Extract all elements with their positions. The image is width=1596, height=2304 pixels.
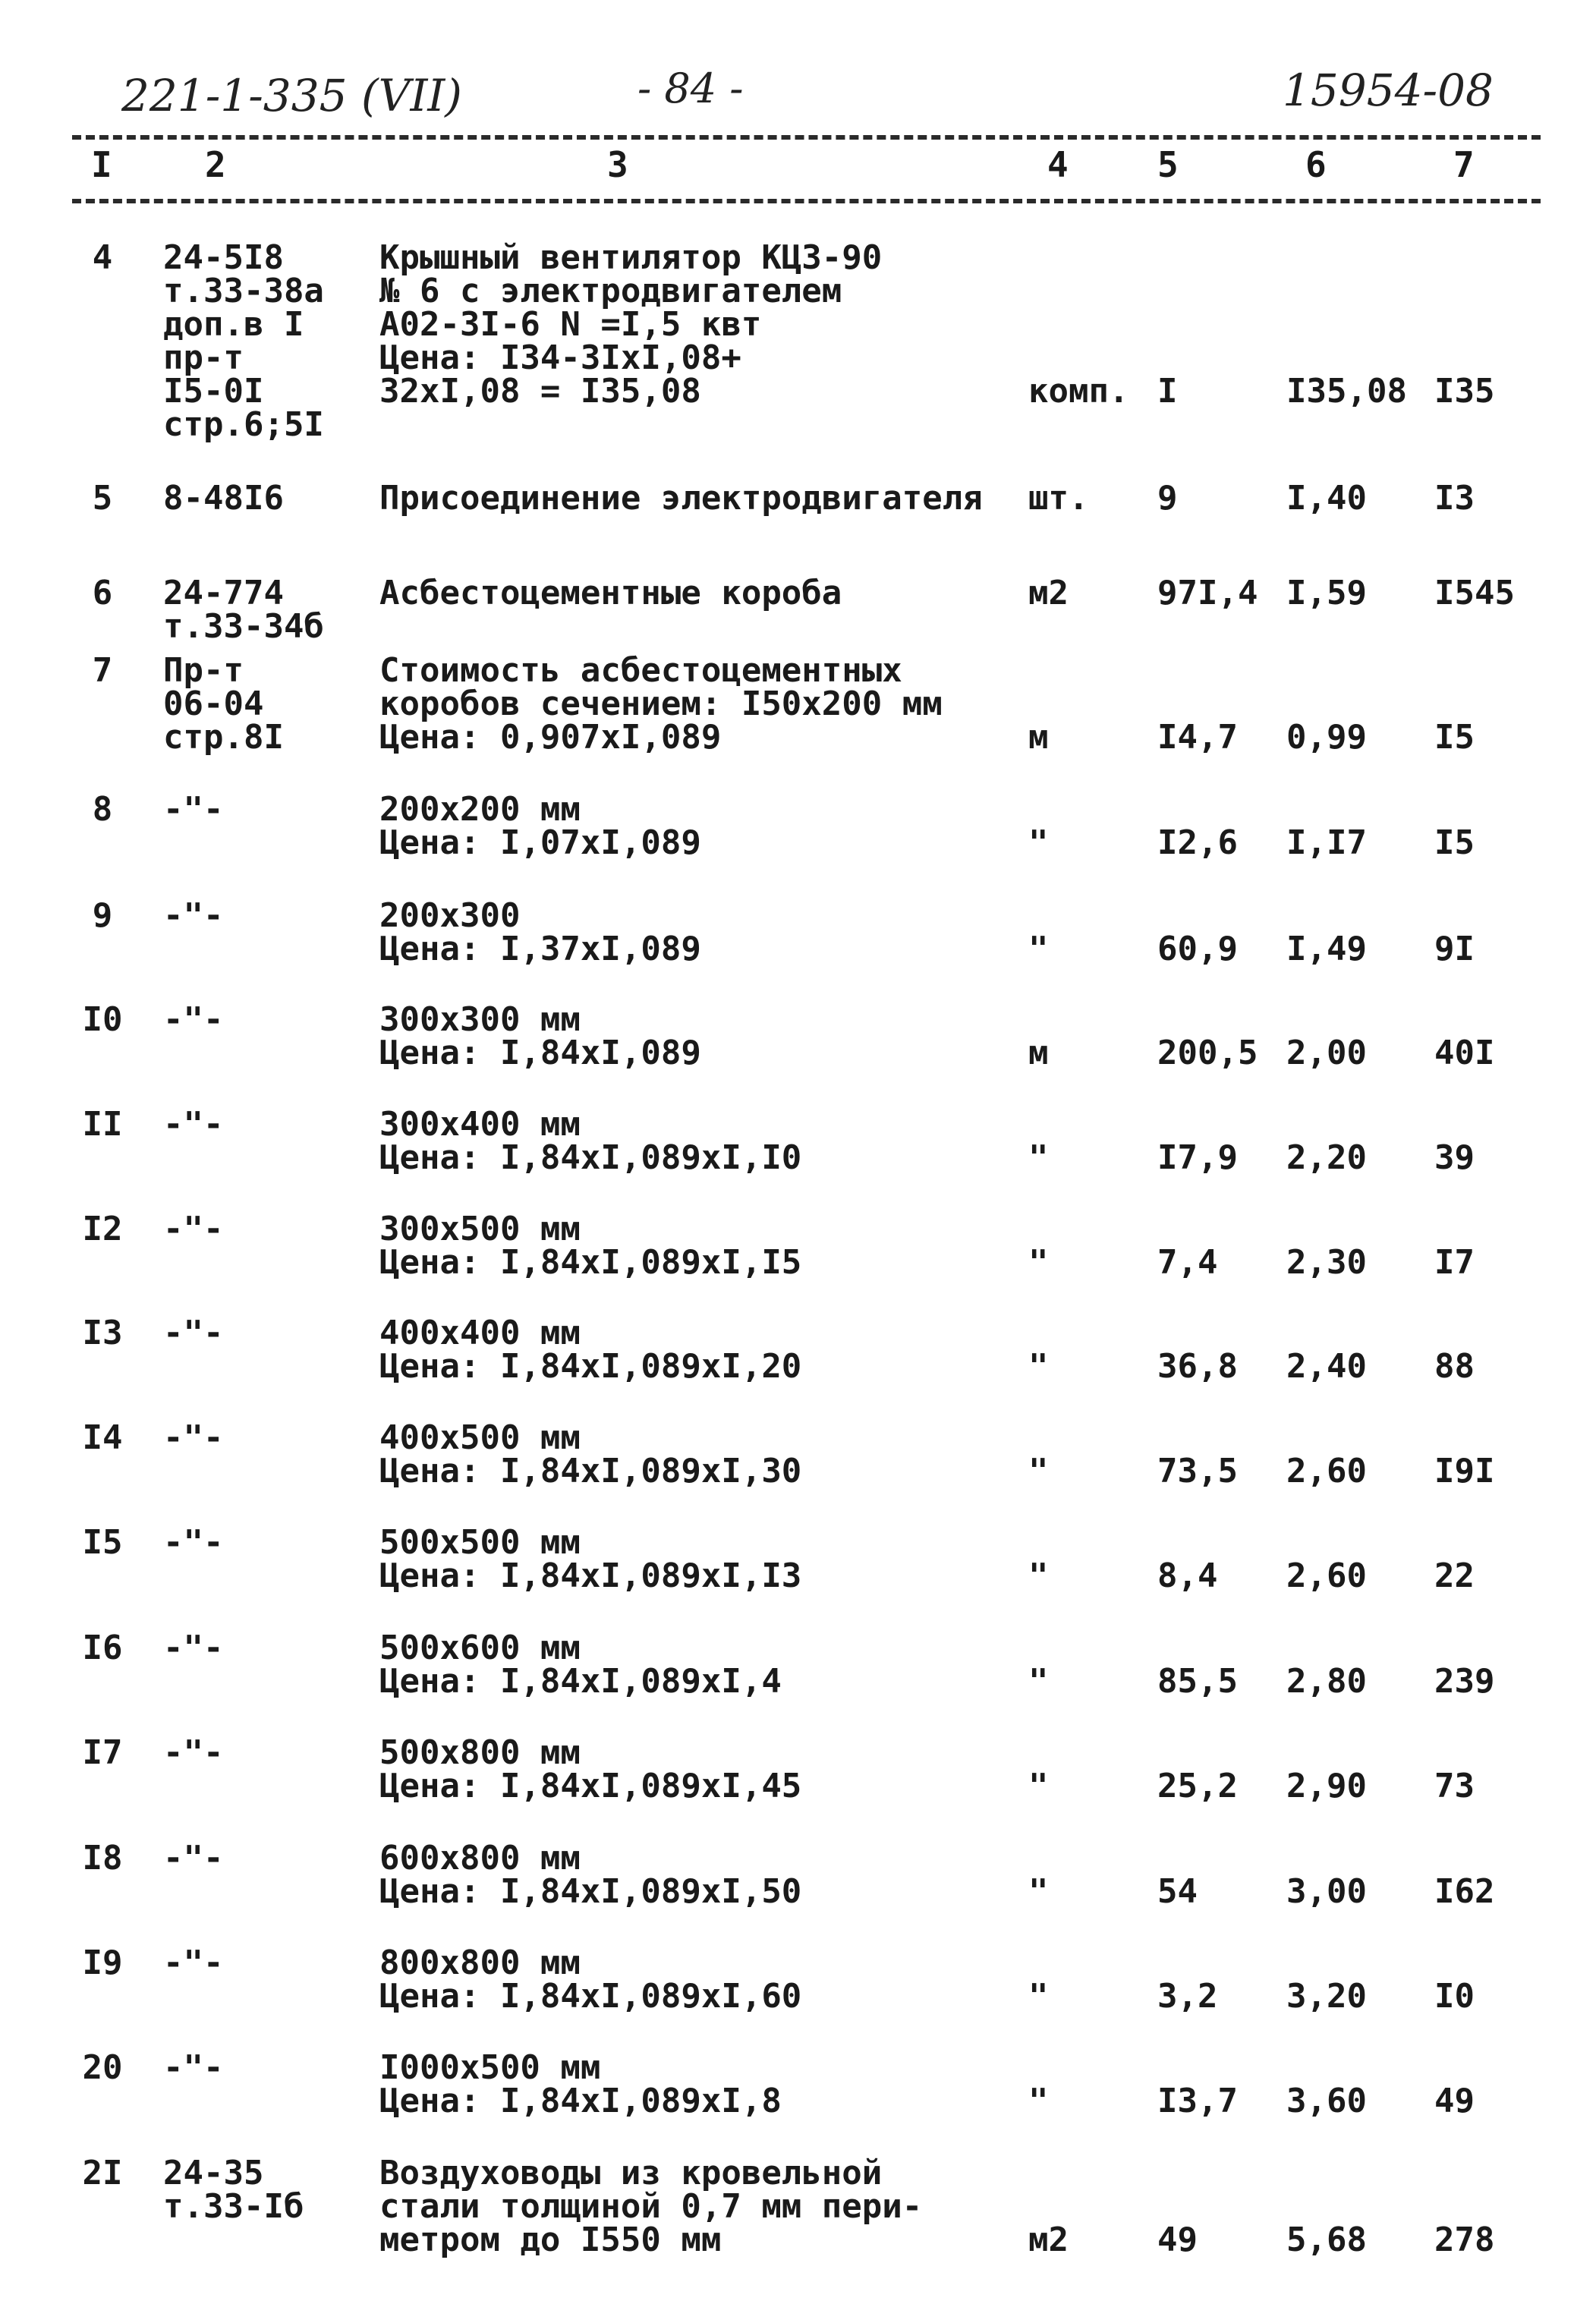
code-cell: -"- — [163, 1000, 224, 1039]
code-cell: -"- — [163, 1210, 224, 1248]
quantity-cell: 9 — [1157, 479, 1178, 518]
total-cell: I9I — [1434, 1452, 1495, 1490]
row-number: I2 — [82, 1210, 123, 1248]
column-header-6: 6 — [1305, 144, 1327, 185]
total-cell: I3 — [1434, 479, 1475, 518]
total-cell: I5 — [1434, 718, 1475, 757]
price-cell: 2,20 — [1286, 1138, 1367, 1177]
total-cell: 9I — [1434, 930, 1475, 968]
description-cell: Воздуховоды из кровельной стали толщиной 0,7 мм пери- метром до I550 мм — [379, 2154, 923, 2259]
price-cell: I35,08 — [1286, 372, 1407, 411]
unit-cell: " — [1028, 930, 1049, 968]
price-cell: 0,99 — [1286, 718, 1367, 757]
unit-cell: м — [1028, 1034, 1049, 1072]
unit-cell: " — [1028, 1662, 1049, 1701]
unit-cell: м2 — [1028, 574, 1069, 612]
code-cell: -"- — [163, 896, 224, 935]
total-cell: I7 — [1434, 1243, 1475, 1282]
row-number: 20 — [82, 2048, 123, 2087]
price-cell: 2,90 — [1286, 1767, 1367, 1805]
row-number: 5 — [92, 479, 113, 518]
description-cell: 400x500 мм Цена: I,84xI,089xI,30 — [379, 1418, 802, 1490]
unit-cell: комп. — [1028, 372, 1129, 411]
code-cell: -"- — [163, 1314, 224, 1352]
price-cell: 3,00 — [1286, 1872, 1367, 1911]
total-cell: 40I — [1434, 1034, 1495, 1072]
unit-cell: " — [1028, 1347, 1049, 1386]
total-cell: 39 — [1434, 1138, 1475, 1177]
row-number: 9 — [92, 896, 113, 935]
code-cell: -"- — [163, 1733, 224, 1772]
quantity-cell: 60,9 — [1157, 930, 1238, 968]
price-cell: I,49 — [1286, 930, 1367, 968]
row-number: I9 — [82, 1944, 123, 1982]
quantity-cell: 200,5 — [1157, 1034, 1258, 1072]
total-cell: 239 — [1434, 1662, 1495, 1701]
code-cell: -"- — [163, 1839, 224, 1878]
quantity-cell: I2,6 — [1157, 823, 1238, 862]
description-cell: 300x400 мм Цена: I,84xI,089xI,I0 — [379, 1105, 802, 1177]
row-number: I5 — [82, 1523, 123, 1562]
code-cell: 8-48I6 — [163, 479, 284, 518]
quantity-cell: I3,7 — [1157, 2082, 1238, 2120]
price-cell: I,40 — [1286, 479, 1367, 518]
code-cell: 24-35 т.33-Iб — [163, 2154, 304, 2226]
column-header-3: 3 — [607, 144, 628, 185]
description-cell: 300x500 мм Цена: I,84xI,089xI,I5 — [379, 1210, 802, 1282]
archive-number: 15954-08 — [1283, 65, 1494, 116]
document-code: 221-1-335 (VII) — [121, 70, 462, 121]
quantity-cell: I — [1157, 372, 1178, 411]
unit-cell: шт. — [1028, 479, 1089, 518]
header-top-rule — [72, 135, 1541, 140]
row-number: I7 — [82, 1733, 123, 1772]
total-cell: I62 — [1434, 1872, 1495, 1911]
description-cell: 500x500 мм Цена: I,84xI,089xI,I3 — [379, 1523, 802, 1595]
quantity-cell: 8,4 — [1157, 1556, 1218, 1595]
description-cell: 300x300 мм Цена: I,84xI,089 — [379, 1000, 701, 1072]
description-cell: 400x400 мм Цена: I,84xI,089xI,20 — [379, 1314, 802, 1386]
column-header-7: 7 — [1453, 144, 1475, 185]
total-cell: 278 — [1434, 2221, 1495, 2259]
code-cell: -"- — [163, 2048, 224, 2087]
unit-cell: " — [1028, 1138, 1049, 1177]
row-number: I4 — [82, 1418, 123, 1457]
description-cell: 200x200 мм Цена: I,07xI,089 — [379, 790, 701, 862]
quantity-cell: 36,8 — [1157, 1347, 1238, 1386]
row-number: I3 — [82, 1314, 123, 1352]
code-cell: -"- — [163, 1629, 224, 1667]
total-cell: I0 — [1434, 1977, 1475, 2016]
description-cell: Присоединение электродвигателя — [379, 479, 983, 518]
unit-cell: " — [1028, 1556, 1049, 1595]
price-cell: 2,60 — [1286, 1452, 1367, 1490]
row-number: 4 — [92, 238, 113, 277]
total-cell: I35 — [1434, 372, 1495, 411]
description-cell: Асбестоцементные короба — [379, 574, 842, 612]
description-cell: Крышный вентилятор КЦ3-90 № 6 с электродвигателем А02-3I-6 N =I,5 квт Цена: I34-3IxI,08+ 32xI,08 = I35,08 — [379, 238, 883, 411]
quantity-cell: 73,5 — [1157, 1452, 1238, 1490]
header-bottom-rule — [72, 199, 1541, 203]
description-cell: Стоимость асбестоцементных коробов сечением: I50x200 мм Цена: 0,907xI,089 — [379, 651, 943, 757]
row-number: 8 — [92, 790, 113, 829]
price-cell: 2,80 — [1286, 1662, 1367, 1701]
total-cell: 88 — [1434, 1347, 1475, 1386]
total-cell: 22 — [1434, 1556, 1475, 1595]
description-cell: 600x800 мм Цена: I,84xI,089xI,50 — [379, 1839, 802, 1911]
unit-cell: " — [1028, 1243, 1049, 1282]
row-number: I0 — [82, 1000, 123, 1039]
quantity-cell: I4,7 — [1157, 718, 1238, 757]
code-cell: 24-774 т.33-34б — [163, 574, 324, 646]
code-cell: -"- — [163, 790, 224, 829]
code-cell: 24-5I8 т.33-38а доп.в I пр-т I5-0I стр.6;5I — [163, 238, 324, 444]
row-number: I8 — [82, 1839, 123, 1878]
quantity-cell: I7,9 — [1157, 1138, 1238, 1177]
price-cell: I,59 — [1286, 574, 1367, 612]
quantity-cell: 85,5 — [1157, 1662, 1238, 1701]
page-number: - 84 - — [637, 65, 744, 112]
total-cell: 73 — [1434, 1767, 1475, 1805]
unit-cell: " — [1028, 823, 1049, 862]
price-cell: 3,60 — [1286, 2082, 1367, 2120]
code-cell: -"- — [163, 1418, 224, 1457]
total-cell: I5 — [1434, 823, 1475, 862]
quantity-cell: 54 — [1157, 1872, 1198, 1911]
code-cell: -"- — [163, 1523, 224, 1562]
quantity-cell: 97I,4 — [1157, 574, 1258, 612]
quantity-cell: 7,4 — [1157, 1243, 1218, 1282]
description-cell: 800x800 мм Цена: I,84xI,089xI,60 — [379, 1944, 802, 2016]
row-number: II — [82, 1105, 123, 1144]
column-header-5: 5 — [1157, 144, 1179, 185]
row-number: I6 — [82, 1629, 123, 1667]
description-cell: 200x300 Цена: I,37xI,089 — [379, 896, 701, 968]
unit-cell: " — [1028, 1452, 1049, 1490]
total-cell: 49 — [1434, 2082, 1475, 2120]
unit-cell: " — [1028, 1872, 1049, 1911]
row-number: 2I — [82, 2154, 123, 2192]
column-header-4: 4 — [1047, 144, 1069, 185]
price-cell: I,I7 — [1286, 823, 1367, 862]
price-cell: 2,30 — [1286, 1243, 1367, 1282]
price-cell: 2,40 — [1286, 1347, 1367, 1386]
price-cell: 2,60 — [1286, 1556, 1367, 1595]
column-header-1: I — [91, 144, 112, 185]
row-number: 7 — [92, 651, 113, 690]
code-cell: -"- — [163, 1105, 224, 1144]
unit-cell: " — [1028, 1767, 1049, 1805]
price-cell: 3,20 — [1286, 1977, 1367, 2016]
unit-cell: " — [1028, 1977, 1049, 2016]
quantity-cell: 3,2 — [1157, 1977, 1218, 2016]
description-cell: 500x800 мм Цена: I,84xI,089xI,45 — [379, 1733, 802, 1805]
unit-cell: м — [1028, 718, 1049, 757]
row-number: 6 — [92, 574, 113, 612]
description-cell: 500x600 мм Цена: I,84xI,089xI,4 — [379, 1629, 782, 1701]
total-cell: I545 — [1434, 574, 1515, 612]
description-cell: I000x500 мм Цена: I,84xI,089xI,8 — [379, 2048, 782, 2120]
code-cell: Пр-т 06-04 стр.8I — [163, 651, 284, 757]
code-cell: -"- — [163, 1944, 224, 1982]
unit-cell: м2 — [1028, 2221, 1069, 2259]
column-header-2: 2 — [205, 144, 226, 185]
unit-cell: " — [1028, 2082, 1049, 2120]
quantity-cell: 25,2 — [1157, 1767, 1238, 1805]
price-cell: 2,00 — [1286, 1034, 1367, 1072]
price-cell: 5,68 — [1286, 2221, 1367, 2259]
quantity-cell: 49 — [1157, 2221, 1198, 2259]
